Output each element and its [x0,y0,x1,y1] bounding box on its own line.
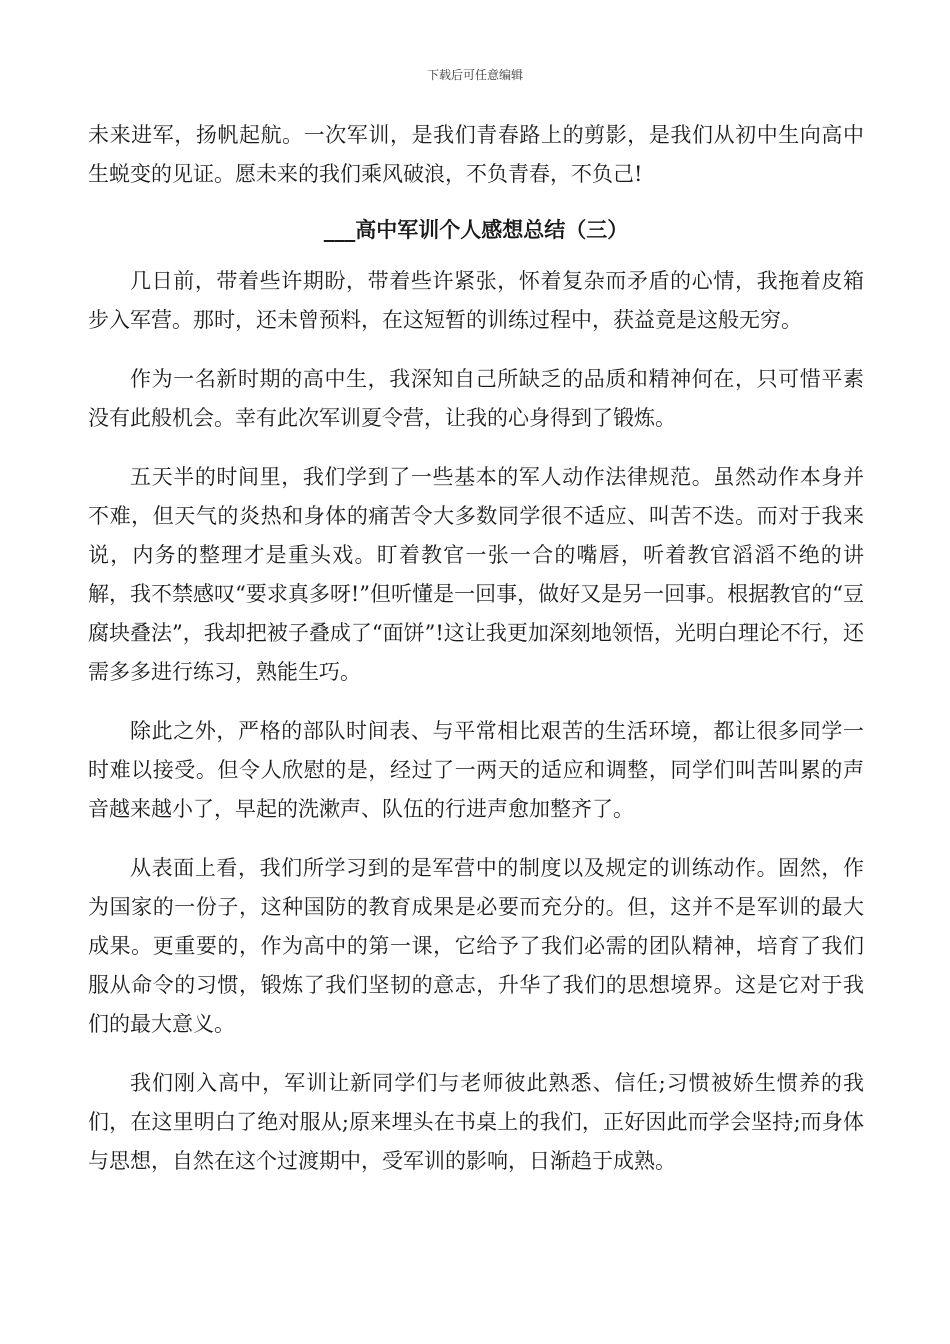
paragraph: 作为一名新时期的高中生，我深知自己所缺乏的品质和精神何在，只可惜平素没有此般机会。幸有此次军训夏令营，让我的心身得到了锻炼。 [88,367,864,430]
paragraph: 几日前，带着些许期盼，带着些许紧张，怀着复杂而矛盾的心情，我拖着皮箱步入军营。那时，还未曾预料，在这短暂的训练过程中，获益竟是这般无穷。 [88,269,864,332]
paragraph: 五天半的时间里，我们学到了一些基本的军人动作法律规范。虽然动作本身并不难，但天气的炎热和身体的痛苦令大多数同学很不适应、叫苦不迭。而对于我来说，内务的整理才是重头戏。盯着教官一张一合的嘴唇，听着教官滔滔不绝的讲解，我不禁感叹“要求真多呀!”但听懂是一回事，做好又是另一回事。根据教官的“豆腐块叠法”，我却把被子叠成了“面饼”!这让我更加深刻地领悟，光明白理论不行，还需多多进行练习，熟能生巧。 [88,465,864,684]
paragraph: 从表面上看，我们所学习到的是军营中的制度以及规定的训练动作。固然，作为国家的一份子，这种国防的教育成果是必要而充分的。但，这并不是军训的最大成果。更重要的，作为高中的第一课，它给予了我们必需的团队精神，培育了我们服从命令的习惯，锻炼了我们坚韧的意志，升华了我们的思想境界。这是它对于我们的最大意义。 [88,856,864,1036]
document-body [88,116,864,1181]
paragraph: 除此之外，严格的部队时间表、与平常相比艰苦的生活环境，都让很多同学一时难以接受。但令人欣慰的是，经过了一两天的适应和调整，同学们叫苦叫累的声音越来越小了，早起的洗漱声、队伍的行进声愈加整齐了。 [88,719,864,821]
section-title: ___高中军训个人感想总结（三） [323,217,629,242]
paragraph: 我们刚入高中，军训让新同学们与老师彼此熟悉、信任;习惯被娇生惯养的我们，在这里明白了绝对服从;原来埋头在书桌上的我们，正好因此而学会坚持;而身体与思想，自然在这个过渡期中，受军训的影响，日渐趋于成熟。 [88,1071,864,1173]
page-header-note: 下载后可任意编辑 [426,68,523,82]
intro-continuation: 未来进军，扬帆起航。一次军训，是我们青春路上的剪影，是我们从初中生向高中生蜕变的见证。愿未来的我们乘风破浪，不负青春，不负己! [88,123,864,186]
